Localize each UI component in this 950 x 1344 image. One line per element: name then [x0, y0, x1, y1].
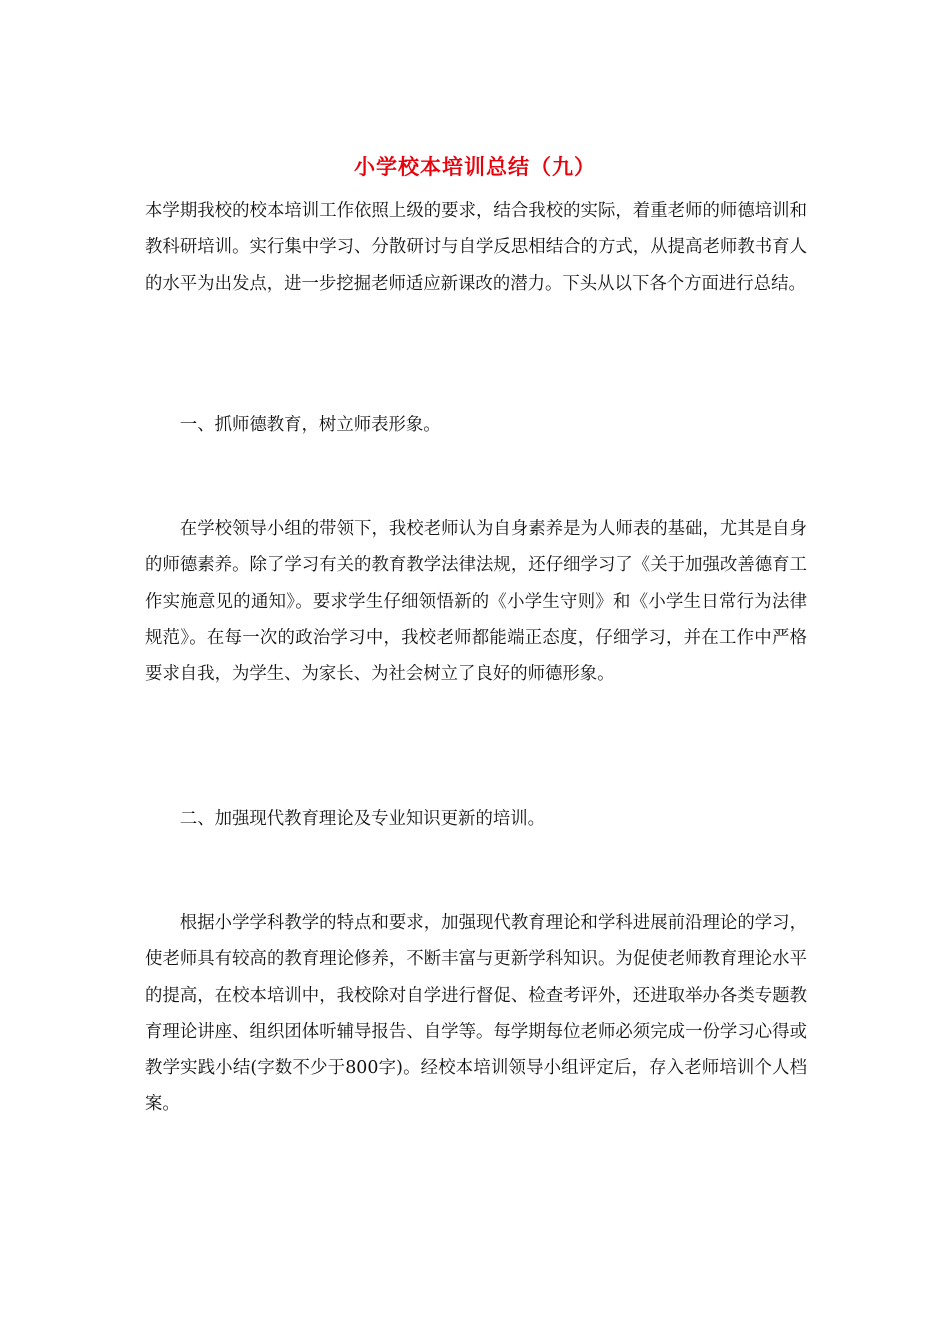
- section-body-1: 在学校领导小组的带领下，我校老师认为自身素养是为人师表的基础，尤其是自身的师德素养。除了学习有关的教育教学法律法规，还仔细学习了《关于加强改善德育工作实施意见的通知》。要求学生仔细领悟新的《小学生守则》和《小学生日常行为法律规范》。在每一次的政治学习中，我校老师都能端正态度，仔细学习，并在工作中严格要求自我，为学生、为家长、为社会树立了良好的师德形象。: [145, 519, 807, 685]
- document-title: 小学校本培训总结（九）: [354, 154, 596, 179]
- intro-paragraph: 本学期我校的校本培训工作依照上级的要求，结合我校的实际，着重老师的师德培训和教科研培训。实行集中学习、分散研讨与自学反思相结合的方式，从提高老师教书育人的水平为出发点，进一步挖掘老师适应新课改的潜力。下头从以下各个方面进行总结。: [145, 201, 807, 294]
- section-body-2: 根据小学学科教学的特点和要求，加强现代教育理论和学科进展前沿理论的学习，使老师具有较高的教育理论修养，不断丰富与更新学科知识。为促使老师教育理论水平的提高，在校本培训中，我校除对自学进行督促、检查考评外，还进取举办各类专题教育理论讲座、组织团体听辅导报告、自学等。每学期每位老师必须完成一份学习心得或教学实践小结(字数不少于800字)。经校本培训领导小组评定后，存入老师培训个人档案。: [145, 913, 807, 1115]
- section-heading-2: 二、加强现代教育理论及专业知识更新的培训。: [179, 809, 546, 829]
- section-heading-1: 一、抓师德教育，树立师表形象。: [179, 415, 441, 435]
